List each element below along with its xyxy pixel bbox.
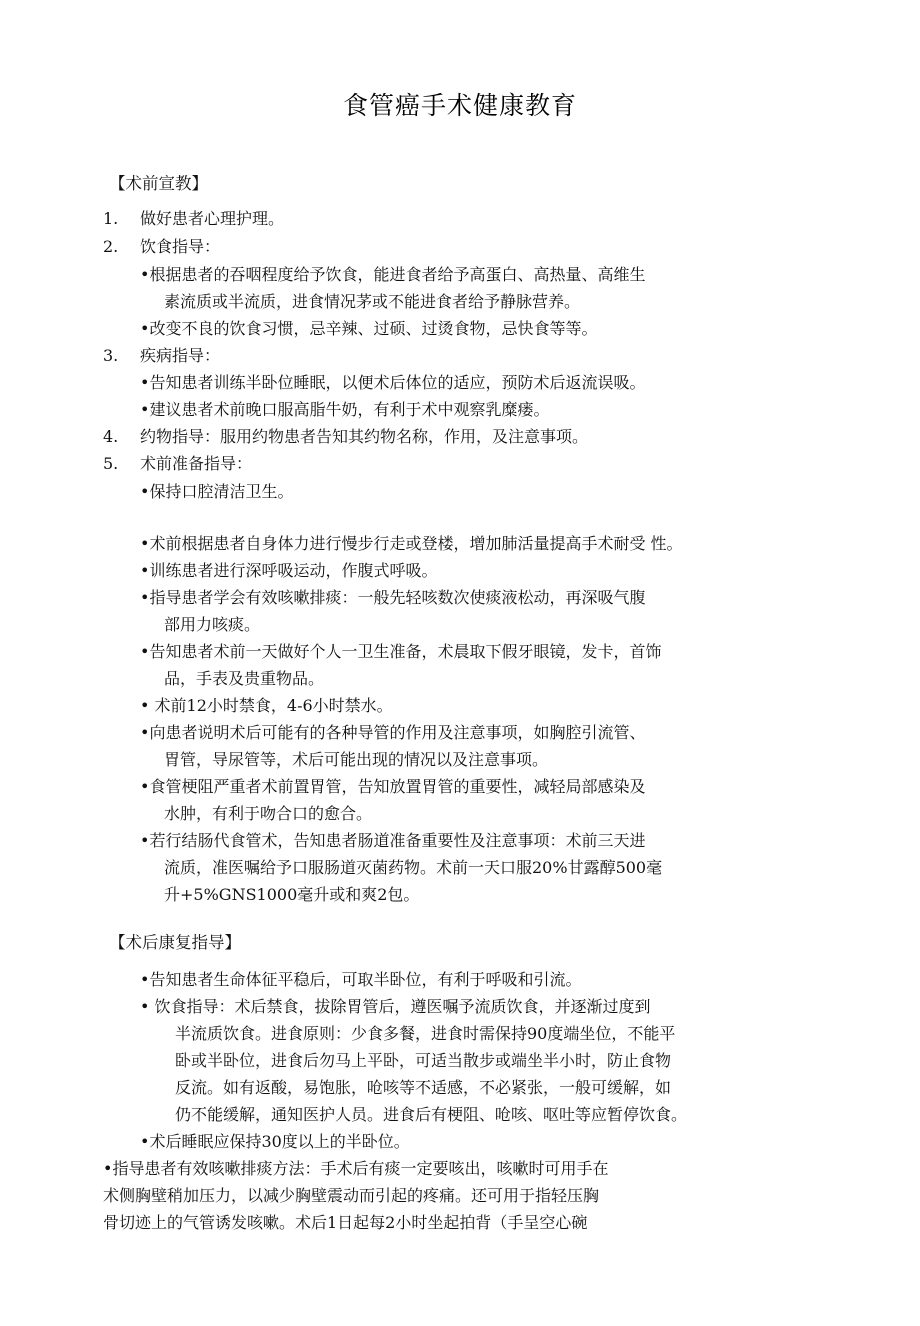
bullet-continuation: 骨切迹上的气管诱发咳嗽。术后1日起每2小时坐起拍背（手呈空心碗 bbox=[103, 1213, 588, 1232]
item-number: 2. bbox=[103, 237, 119, 256]
bullet-line: •根据患者的吞咽程度给予饮食，能进食者给予高蛋白、高热量、高维生 bbox=[140, 265, 646, 284]
bullet-line: •若行结肠代食管术，告知患者肠道准备重要性及注意事项：术前三天进 bbox=[140, 831, 646, 850]
bullet-line: •建议患者术前晚口服高脂牛奶，有利于术中观察乳糜瘘。 bbox=[140, 400, 550, 419]
bullet-line: •告知患者训练半卧位睡眠，以便术后体位的适应，预防术后返流误吸。 bbox=[140, 373, 646, 392]
bullet-line: •指导患者学会有效咳嗽排痰：一般先轻咳数次使痰液松动，再深吸气腹 bbox=[140, 588, 646, 607]
bullet-line: •指导患者有效咳嗽排痰方法：手术后有痰一定要咳出，咳嗽时可用手在 bbox=[103, 1159, 609, 1178]
bullet-line: •训练患者进行深呼吸运动，作腹式呼吸。 bbox=[140, 561, 438, 580]
bullet-line: •食管梗阻严重者术前置胃管，告知放置胃管的重要性，减轻局部感染及 bbox=[140, 777, 646, 796]
bullet-line: •告知患者术前一天做好个人一卫生准备，术晨取下假牙眼镜，发卡，首饰 bbox=[140, 642, 662, 661]
item-text: 做好患者心理护理。 bbox=[140, 209, 285, 228]
item-number: 1. bbox=[103, 209, 119, 228]
bullet-line: • 术前12小时禁食，4-6小时禁水。 bbox=[140, 696, 393, 715]
bullet-continuation: 半流质饮食。进食原则：少食多餐，进食时需保持90度端坐位，不能平 bbox=[175, 1024, 676, 1043]
bullet-line: •保持口腔清洁卫生。 bbox=[140, 482, 294, 501]
bullet-continuation: 水肿，有利于吻合口的愈合。 bbox=[164, 804, 373, 823]
bullet-continuation: 流质，准医嘱给予口服肠道灭菌药物。术前一天口服20%甘露醇500毫 bbox=[164, 858, 663, 877]
bullet-continuation: 反流。如有返酸，易饱胀，呛咳等不适感，不必紧张，一般可缓解，如 bbox=[175, 1078, 672, 1097]
section-heading-preop: 【术前宣教】 bbox=[109, 174, 208, 193]
bullet-line: •术前根据患者自身体力进行慢步行走或登楼，增加肺活量提高手术耐受 性。 bbox=[140, 534, 683, 553]
item-number: 5. bbox=[103, 454, 119, 473]
section-heading-postop: 【术后康复指导】 bbox=[109, 933, 241, 952]
bullet-line: •术后睡眠应保持30度以上的半卧位。 bbox=[140, 1132, 410, 1151]
bullet-continuation: 品，手表及贵重物品。 bbox=[164, 669, 325, 688]
bullet-continuation: 胃管，导尿管等，术后可能出现的情况以及注意事项。 bbox=[164, 750, 549, 769]
bullet-line: • 饮食指导：术后禁食，拔除胃管后，遵医嘱予流质饮食，并逐渐过度到 bbox=[140, 997, 651, 1016]
item-text: 术前准备指导： bbox=[140, 454, 253, 473]
bullet-line: •向患者说明术后可能有的各种导管的作用及注意事项，如胸腔引流管、 bbox=[140, 723, 646, 742]
bullet-line: •告知患者生命体征平稳后，可取半卧位，有利于呼吸和引流。 bbox=[140, 970, 582, 989]
item-text: 疾病指导： bbox=[140, 346, 221, 365]
item-number: 4. bbox=[103, 427, 119, 446]
item-number: 3. bbox=[103, 346, 119, 365]
bullet-continuation: 升+5%GNS1000毫升或和爽2包。 bbox=[164, 885, 420, 904]
bullet-continuation: 术侧胸壁稍加压力，以减少胸壁震动而引起的疼痛。还可用于指轻压胸 bbox=[103, 1186, 600, 1205]
item-text: 饮食指导： bbox=[140, 237, 221, 256]
bullet-continuation: 卧或半卧位，进食后勿马上平卧，可适当散步或端坐半小时，防止食物 bbox=[175, 1051, 672, 1070]
bullet-continuation: 素流质或半流质，进食情况茅或不能进食者给予静脉营养。 bbox=[164, 292, 581, 311]
bullet-line: •改变不良的饮食习惯，忌辛辣、过硕、过烫食物，忌快食等等。 bbox=[140, 319, 598, 338]
bullet-continuation: 部用力咳痰。 bbox=[164, 615, 261, 634]
item-text: 约物指导：服用约物患者告知其约物名称，作用，及注意事项。 bbox=[140, 427, 589, 446]
page-title: 食管癌手术健康教育 bbox=[342, 91, 577, 120]
bullet-continuation: 仍不能缓解，通知医护人员。进食后有梗阻、呛咳、呕吐等应暂停饮食。 bbox=[175, 1105, 688, 1124]
